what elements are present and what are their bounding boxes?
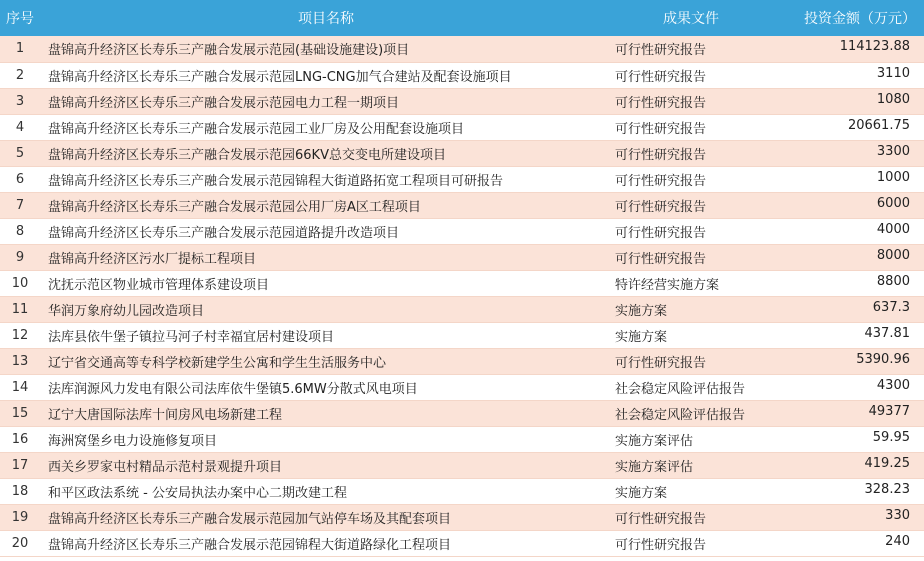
- investment-amount-cell: 1080: [792, 88, 924, 114]
- project-name-cell: 西关乡罗家屯村精品示范村景观提升项目: [40, 452, 612, 478]
- investment-amount-cell: 240: [792, 530, 924, 556]
- investment-amount-cell: 8000: [792, 244, 924, 270]
- project-name-cell: 盘锦高升经济区长寿乐三产融合发展示范园锦程大街道路绿化工程项目: [40, 530, 612, 556]
- deliverable-cell: 实施方案评估: [612, 426, 792, 452]
- investment-amount-cell: 637.3: [792, 296, 924, 322]
- table-row: [0, 530, 924, 556]
- deliverable-cell: 可行性研究报告: [612, 36, 792, 62]
- deliverable-cell: 可行性研究报告: [612, 504, 792, 530]
- row-number: 19: [0, 504, 40, 530]
- investment-amount-cell: 20661.75: [792, 114, 924, 140]
- investment-amount-cell: 330: [792, 504, 924, 530]
- investment-amount-cell: 5390.96: [792, 348, 924, 374]
- project-name-cell: 和平区政法系统 - 公安局执法办案中心二期改建工程: [40, 478, 612, 504]
- row-number: 4: [0, 114, 40, 140]
- investment-amount-cell: 3300: [792, 140, 924, 166]
- project-name-cell: 华润万象府幼儿园改造项目: [40, 296, 612, 322]
- project-name-cell: 盘锦高升经济区长寿乐三产融合发展示范园道路提升改造项目: [40, 218, 612, 244]
- table-row: [0, 504, 924, 530]
- row-number: 3: [0, 88, 40, 114]
- deliverable-cell: 可行性研究报告: [612, 244, 792, 270]
- row-number: 10: [0, 270, 40, 296]
- row-number: 12: [0, 322, 40, 348]
- row-number: 9: [0, 244, 40, 270]
- investment-amount-cell: 328.23: [792, 478, 924, 504]
- deliverable-cell: 可行性研究报告: [612, 114, 792, 140]
- deliverable-cell: 可行性研究报告: [612, 218, 792, 244]
- row-number: 11: [0, 296, 40, 322]
- project-name-cell: 盘锦高升经济区长寿乐三产融合发展示范园加气站停车场及其配套项目: [40, 504, 612, 530]
- deliverable-cell: 可行性研究报告: [612, 140, 792, 166]
- project-name-cell: 沈抚示范区物业城市管理体系建设项目: [40, 270, 612, 296]
- header-investment-amount: 投资金额（万元）: [804, 11, 916, 27]
- project-name-cell: 盘锦高升经济区长寿乐三产融合发展示范园LNG-CNG加气合建站及配套设施项目: [40, 62, 612, 88]
- header-row: [0, 0, 924, 36]
- project-name-cell: 盘锦高升经济区长寿乐三产融合发展示范园锦程大街道路拓宽工程项目可研报告: [40, 166, 612, 192]
- project-name-cell: 盘锦高升经济区长寿乐三产融合发展示范园(基础设施建设)项目: [40, 36, 612, 62]
- table-row: [0, 270, 924, 296]
- row-number: 15: [0, 400, 40, 426]
- deliverable-cell: 实施方案评估: [612, 452, 792, 478]
- table-row: [0, 322, 924, 348]
- deliverable-cell: 可行性研究报告: [612, 348, 792, 374]
- project-name-cell: 盘锦高升经济区长寿乐三产融合发展示范园电力工程一期项目: [40, 88, 612, 114]
- deliverable-cell: 实施方案: [612, 296, 792, 322]
- table-header: [0, 0, 924, 36]
- table-row: [0, 426, 924, 452]
- project-name-cell: 辽宁省交通高等专科学校新建学生公寓和学生生活服务中心: [40, 348, 612, 374]
- table-row: [0, 452, 924, 478]
- table-row: [0, 374, 924, 400]
- row-number: 17: [0, 452, 40, 478]
- table-row: [0, 114, 924, 140]
- row-number: 2: [0, 62, 40, 88]
- investment-amount-cell: 1000: [792, 166, 924, 192]
- deliverable-cell: 实施方案: [612, 322, 792, 348]
- project-name-cell: 盘锦高升经济区长寿乐三产融合发展示范园66KV总交变电所建设项目: [40, 140, 612, 166]
- project-name-cell: 辽宁大唐国际法库十间房风电场新建工程: [40, 400, 612, 426]
- investment-amount-cell: 8800: [792, 270, 924, 296]
- row-number: 1: [0, 36, 40, 62]
- project-name-cell: 海洲窝堡乡电力设施修复项目: [40, 426, 612, 452]
- header-deliverable: 成果文件: [663, 11, 719, 27]
- row-number: 14: [0, 374, 40, 400]
- row-number: 5: [0, 140, 40, 166]
- investment-amount-cell: 49377: [792, 400, 924, 426]
- investment-amount-cell: 419.25: [792, 452, 924, 478]
- table-row: [0, 36, 924, 62]
- table-row: [0, 62, 924, 88]
- deliverable-cell: 特许经营实施方案: [612, 270, 792, 296]
- deliverable-cell: 社会稳定风险评估报告: [612, 374, 792, 400]
- table-row: [0, 218, 924, 244]
- deliverable-cell: 可行性研究报告: [612, 166, 792, 192]
- investment-amount-cell: 59.95: [792, 426, 924, 452]
- project-name-cell: 法库县依牛堡子镇拉马河子村幸福宜居村建设项目: [40, 322, 612, 348]
- deliverable-cell: 可行性研究报告: [612, 530, 792, 556]
- table-body: [0, 36, 924, 556]
- deliverable-cell: 社会稳定风险评估报告: [612, 400, 792, 426]
- table-row: [0, 400, 924, 426]
- investment-amount-cell: 6000: [792, 192, 924, 218]
- project-name-cell: 法库润源风力发电有限公司法库依牛堡镇5.6MW分散式风电项目: [40, 374, 612, 400]
- project-name-cell: 盘锦高升经济区污水厂提标工程项目: [40, 244, 612, 270]
- row-number: 20: [0, 530, 40, 556]
- table-row: [0, 348, 924, 374]
- deliverable-cell: 可行性研究报告: [612, 192, 792, 218]
- table-row: [0, 192, 924, 218]
- deliverable-cell: 实施方案: [612, 478, 792, 504]
- header-no: 序号: [6, 11, 34, 27]
- investment-amount-cell: 4300: [792, 374, 924, 400]
- table-row: [0, 244, 924, 270]
- row-number: 7: [0, 192, 40, 218]
- table-row: [0, 478, 924, 504]
- investment-amount-cell: 437.81: [792, 322, 924, 348]
- deliverable-cell: 可行性研究报告: [612, 88, 792, 114]
- table-row: [0, 166, 924, 192]
- table-row: [0, 140, 924, 166]
- project-name-cell: 盘锦高升经济区长寿乐三产融合发展示范园工业厂房及公用配套设施项目: [40, 114, 612, 140]
- investment-amount-cell: 114123.88: [792, 36, 924, 62]
- row-number: 16: [0, 426, 40, 452]
- project-name-cell: 盘锦高升经济区长寿乐三产融合发展示范园公用厂房A区工程项目: [40, 192, 612, 218]
- table-row: [0, 88, 924, 114]
- row-number: 13: [0, 348, 40, 374]
- deliverable-cell: 可行性研究报告: [612, 62, 792, 88]
- row-number: 18: [0, 478, 40, 504]
- table-row: [0, 296, 924, 322]
- investment-amount-cell: 3110: [792, 62, 924, 88]
- header-project-name: 项目名称: [298, 11, 354, 27]
- investment-amount-cell: 4000: [792, 218, 924, 244]
- row-number: 6: [0, 166, 40, 192]
- row-number: 8: [0, 218, 40, 244]
